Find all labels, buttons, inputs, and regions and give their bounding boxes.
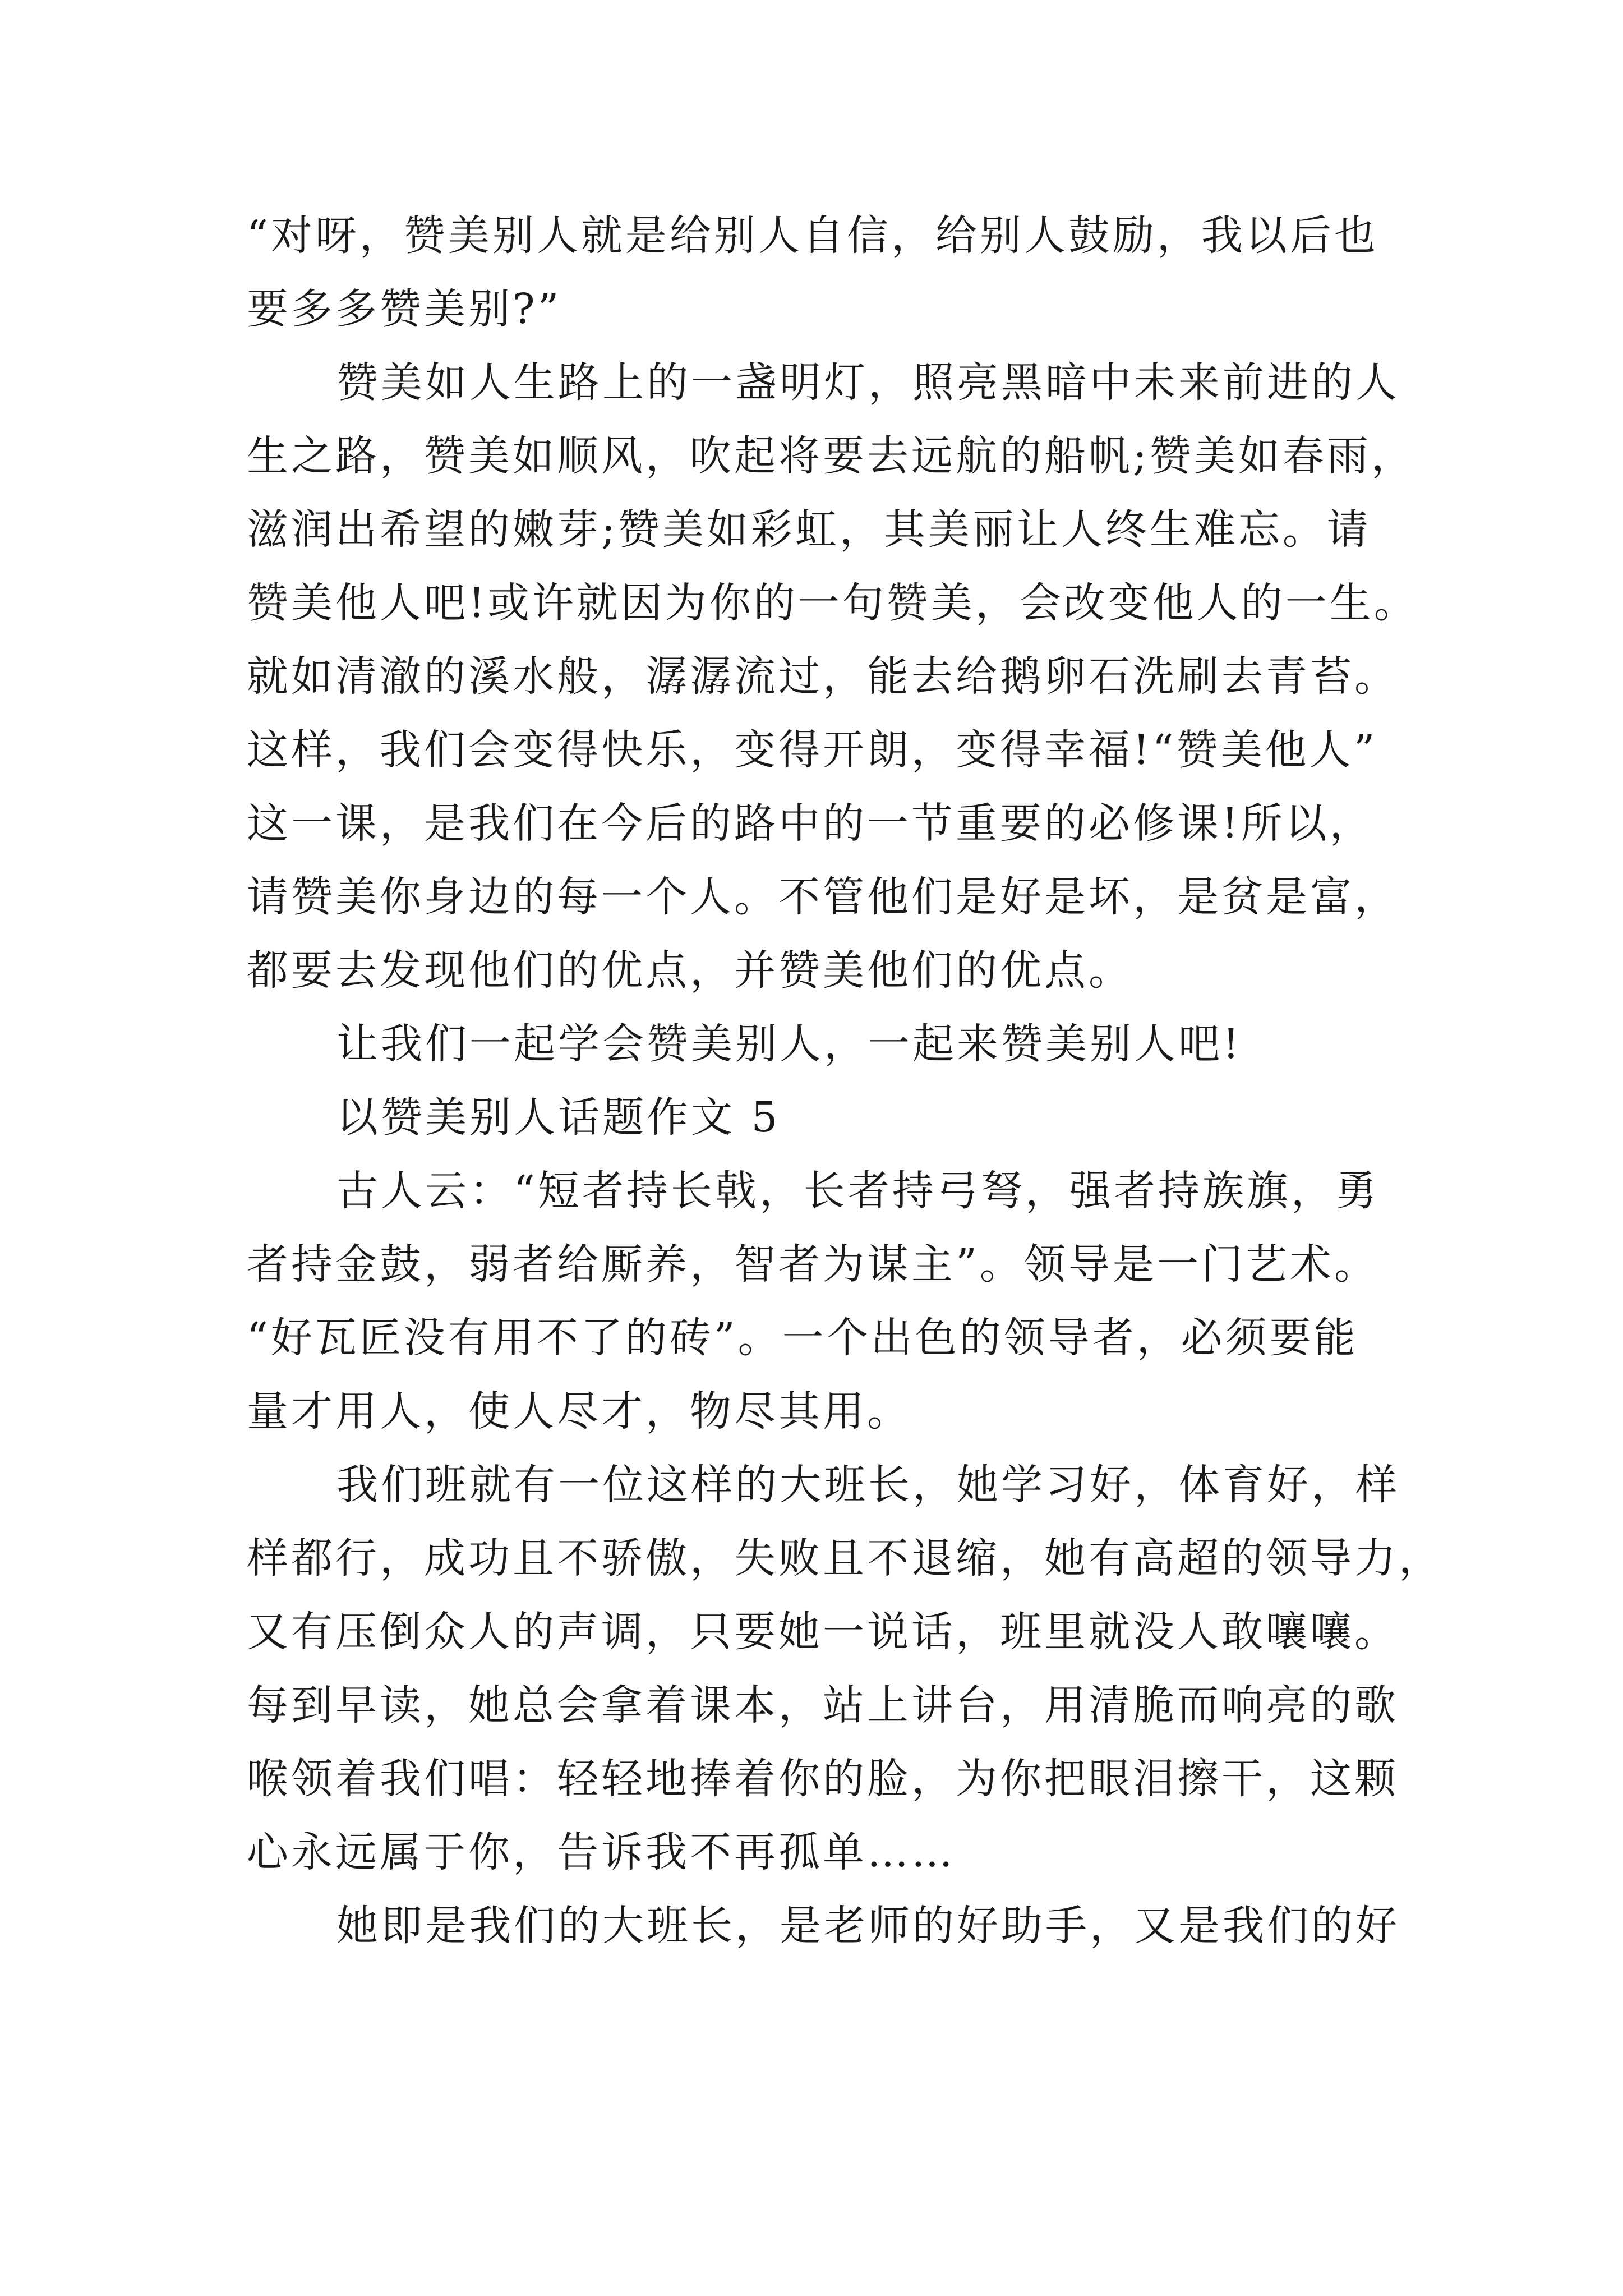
text-line: 量才用人，使人尽才，物尽其用。 [247,1387,911,1435]
text-line: 生之路，赞美如顺风，吹起将要去远航的船帆;赞美如春雨， [247,432,1415,480]
text-line: 请赞美你身边的每一个人。不管他们是好是坏，是贫是富， [247,873,1399,921]
paragraph-2 [247,346,1418,1007]
text-line: “对呀，赞美别人就是给别人自信，给别人鼓励，我以后也 [247,211,1378,260]
text-line: 她即是我们的大班长，是老师的好助手，又是我们的好 [336,1902,1400,1950]
document-body [247,199,1443,1963]
paragraph-1 [247,199,1380,346]
text-line: 每到早读，她总会拿着课本，站上讲台，用清脆而响亮的歌 [247,1681,1399,1729]
paragraph-3 [247,1007,1380,1081]
text-line: 滋润出希望的嫩芽;赞美如彩虹，其美丽让人终生难忘。请 [247,505,1371,554]
text-line: 古人云：“短者持长戟，长者持弓弩，强者持族旗，勇 [336,1167,1380,1215]
text-line: 心永远属于你，告诉我不再孤单…… [247,1828,956,1876]
text-line: 我们班就有一位这样的大班长，她学习好，体育好，样 [336,1461,1400,1509]
paragraph-5 [247,1448,1443,1889]
text-line: 这一课，是我们在今后的路中的一节重要的必修课!所以， [247,799,1374,848]
text-line: 赞美如人生路上的一盏明灯，照亮黑暗中未来前进的人 [336,358,1400,407]
text-line: 就如清澈的溪水般，潺潺流过，能去给鹅卵石洗刷去青苔。 [247,652,1399,701]
text-line: 这样，我们会变得快乐，变得开朗，变得幸福!“赞美他人” [247,726,1378,774]
heading-text: 以赞美别人话题作文 5 [336,1093,781,1142]
text-line: 又有压倒众人的声调，只要她一说话，班里就没人敢嚷嚷。 [247,1608,1399,1656]
text-line: 喉领着我们唱：轻轻地捧着你的脸，为你把眼泪擦干，这颗 [247,1755,1399,1803]
text-line: 要多多赞美别?” [247,285,562,333]
text-line: “好瓦匠没有用不了的砖”。一个出色的领导者，必须要能 [247,1314,1358,1362]
text-line: 样都行，成功且不骄傲，失败且不退缩，她有高超的领导力， [247,1534,1443,1582]
text-line: 都要去发现他们的优点，并赞美他们的优点。 [247,946,1133,995]
section-heading [247,1081,1380,1154]
text-line: 者持金鼓，弱者给厮养，智者为谋主”。领导是一门艺术。 [247,1240,1378,1289]
paragraph-4 [247,1154,1380,1448]
paragraph-6 [247,1889,1400,1963]
text-line: 让我们一起学会赞美别人，一起来赞美别人吧! [336,1020,1242,1068]
text-line: 赞美他人吧!或许就因为你的一句赞美，会改变他人的一生。 [247,579,1418,627]
